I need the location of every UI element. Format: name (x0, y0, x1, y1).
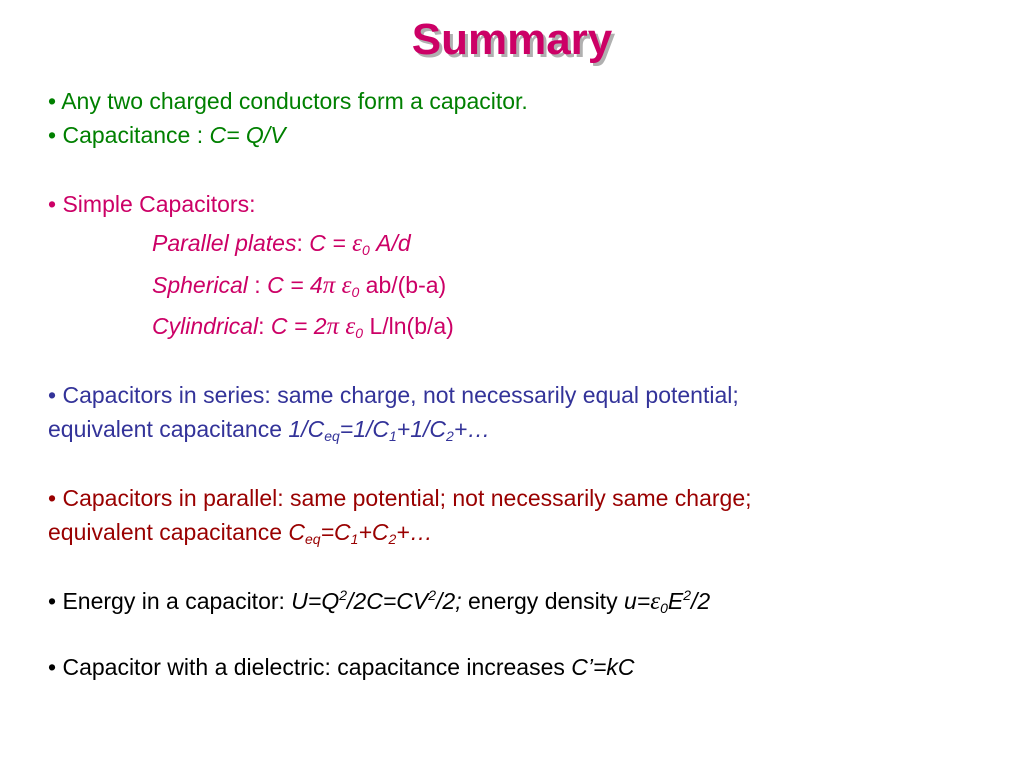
formula-lhs: C = 4 (267, 272, 323, 298)
bullet-parallel-caps (48, 483, 752, 513)
bullet: • (48, 191, 57, 217)
formula-part: 1/C (288, 416, 325, 442)
formula-sep: : (296, 230, 310, 256)
subscript: 0 (351, 284, 360, 300)
formula-part: /2C=CV (347, 588, 429, 614)
parallel-plates-formula (152, 228, 411, 259)
formula-part: E (667, 588, 684, 614)
parallel-equivalent (48, 517, 433, 547)
slide-title: Summary (411, 15, 613, 64)
formula-part: /2 (691, 588, 711, 614)
line-text: equivalent capacitance (48, 519, 289, 545)
line-text: Any two charged conductors form a capacitor. (61, 88, 528, 114)
bullet-energy (48, 586, 710, 617)
formula-part: C’=kC (571, 654, 635, 680)
line-text: energy density (461, 588, 624, 614)
capacitance-formula: C= Q/V (209, 122, 286, 148)
series-equivalent (48, 414, 490, 444)
superscript: 2 (428, 587, 437, 603)
subscript: 0 (660, 600, 668, 616)
formula-part: =1/C (339, 416, 389, 442)
formula-part: u= (623, 588, 651, 614)
line-text: Capacitor with a dielectric: capacitance increases (62, 654, 572, 680)
bullet-simple-capacitors (48, 189, 255, 219)
spherical-formula (152, 270, 446, 301)
subscript: 0 (361, 242, 370, 258)
line-text: Simple Capacitors: (62, 191, 256, 217)
formula-part: +… (396, 519, 433, 545)
formula-part: =C (320, 519, 351, 545)
bullet: • (48, 122, 57, 148)
subscript: 2 (446, 428, 454, 444)
formula-rhs: ab/(b-a) (359, 272, 447, 298)
subscript: 1 (350, 531, 359, 547)
superscript: 2 (339, 587, 348, 603)
pi-symbol: π (322, 272, 336, 299)
superscript: 2 (683, 587, 691, 603)
epsilon-symbol: ε (345, 313, 356, 340)
line-text: Capacitors in series: same charge, not necessarily equal potential; (62, 382, 739, 408)
formula-sep: : (258, 313, 271, 339)
cylindrical-formula (152, 311, 454, 342)
formula-sep: : (247, 272, 268, 298)
subscript: eq (324, 428, 340, 444)
bullet-series (48, 380, 739, 410)
formula-lhs: C = 2 (270, 313, 327, 339)
bullet: • (48, 654, 57, 680)
subscript: 1 (389, 428, 397, 444)
bullet: • (48, 88, 57, 114)
formula-lhs: C = (309, 230, 353, 256)
formula-part: /2; (436, 588, 462, 614)
line-text: equivalent capacitance (48, 416, 289, 442)
formula-name: Spherical (152, 272, 248, 298)
bullet: • (48, 485, 57, 511)
epsilon-symbol: ε (650, 588, 661, 615)
epsilon-symbol: ε (341, 272, 352, 299)
line-text: Capacitance : (62, 122, 210, 148)
pi-symbol: π (326, 313, 340, 340)
bullet-capacitor-definition (48, 86, 528, 116)
subscript: eq (305, 531, 321, 547)
formula-name: Cylindrical (152, 313, 259, 339)
line-text: Capacitors in parallel: same potential; not necessarily same charge; (62, 485, 752, 511)
subscript: 0 (355, 325, 364, 341)
formula-part: C (288, 519, 306, 545)
formula-rhs: L/ln(b/a) (363, 313, 454, 339)
bullet-capacitance (48, 120, 286, 150)
formula-part: U=Q (291, 588, 340, 614)
formula-part: +C (358, 519, 389, 545)
bullet: • (48, 588, 57, 614)
bullet-dielectric (48, 652, 635, 682)
formula-rhs: A/d (369, 230, 411, 256)
line-text: Energy in a capacitor: (62, 588, 292, 614)
formula-part: +… (453, 416, 491, 442)
formula-name: Parallel plates (152, 230, 297, 256)
formula-part: +1/C (396, 416, 447, 442)
epsilon-symbol: ε (352, 230, 362, 257)
subscript: 2 (388, 531, 397, 547)
bullet: • (48, 382, 57, 408)
